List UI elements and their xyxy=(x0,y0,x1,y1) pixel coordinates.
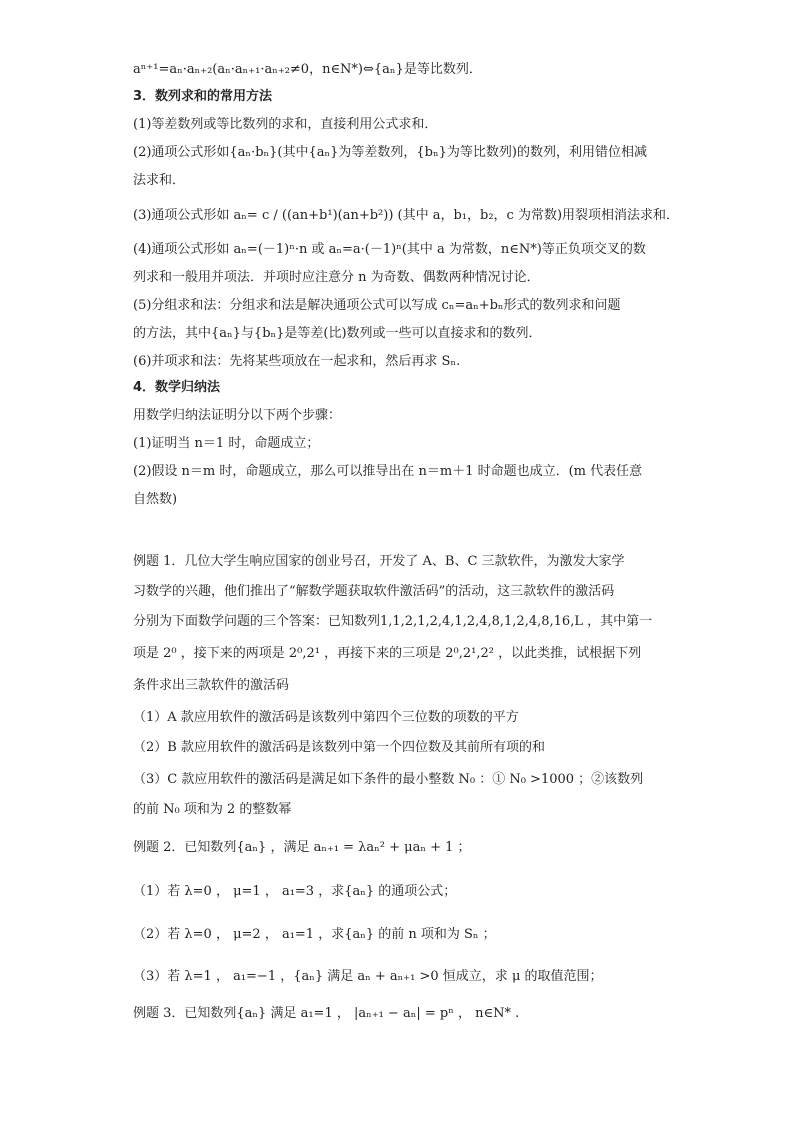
section-3-item: (1)等差数列或等比数列的求和，直接利用公式求和． xyxy=(133,117,438,132)
example-1-line: （1）A 款应用软件的激活码是该数列中第四个三位数的项数的平方 xyxy=(133,710,519,725)
section-3-item: (6)并项求和法：先将某些项放在一起求和，然后再求 Sₙ. xyxy=(133,354,461,369)
section-4-item: (2)假设 n＝m 时，命题成立，那么可以推导出在 n＝m＋1 时命题也成立．(m 代表任意 xyxy=(133,464,643,479)
section-3-item: (2)通项公式形如{aₙ·bₙ}(其中{aₙ}为等差数列，{bₙ}为等比数列)的数列，利用错位相减 xyxy=(133,145,647,160)
example-3-line: 例题 3．已知数列{aₙ} 满足 a₁=1 ， |aₙ₊₁ − aₙ| = pⁿ ， n∈N* . xyxy=(133,1006,520,1021)
example-1-line: （2）B 款应用软件的激活码是该数列中第一个四位数及其前所有项的和 xyxy=(133,740,545,755)
example-2-line: （1）若 λ=0 ， μ=1 ， a₁=3 ，求{aₙ} 的通项公式； xyxy=(133,884,457,899)
example-1-line: 的前 N₀ 项和为 2 的整数幂 xyxy=(133,802,292,817)
example-1-line: 例题 1．几位大学生响应国家的创业号召，开发了 A、B、C 三款软件，为激发大家学 xyxy=(133,554,625,569)
example-1-line: 习数学的兴趣，他们推出了“解数学题获取软件激活码”的活动，这三款软件的激活码 xyxy=(133,584,615,599)
section-4-heading: 4．数学归纳法 xyxy=(133,380,221,395)
example-2-line: （3）若 λ=1 ， a₁=−1 ，{aₙ} 满足 aₙ + aₙ₊₁ >0 恒成立，求 μ 的取值范围； xyxy=(133,969,603,984)
section-4-item: 自然数) xyxy=(133,492,178,507)
section-3-item: (4)通项公式形如 aₙ=(－1)ⁿ·n 或 aₙ=a·(－1)ⁿ(其中 a 为常数，n∈N*)等正负项交叉的数 xyxy=(133,242,646,257)
section-3-heading: 3．数列求和的常用方法 xyxy=(133,89,273,104)
section-3-item: (5)分组求和法：分组求和法是解决通项公式可以写成 cₙ=aₙ+bₙ形式的数列求和问题 xyxy=(133,298,621,313)
equal-ratio-criterion: aⁿ⁺¹=aₙ·aₙ₊₂(aₙ·aₙ₊₁·aₙ₊₂≠0，n∈N*)⇔{aₙ}是等比数列． xyxy=(133,62,482,77)
section-4-item: (1)证明当 n＝1 时，命题成立； xyxy=(133,436,320,451)
section-3-item: 法求和． xyxy=(133,173,186,188)
section-4-item: 用数学归纳法证明分以下两个步骤： xyxy=(133,408,342,423)
example-1-line: 项是 2⁰ ，接下来的两项是 2⁰,2¹ ，再接下来的三项是 2⁰,2¹,2² ，以此类推，试根据下列 xyxy=(133,646,642,661)
example-2-line: 例题 2．已知数列{aₙ} ，满足 aₙ₊₁ = λaₙ² + μaₙ + 1 ； xyxy=(133,840,471,855)
section-3-item: 列求和一般用并项法．并项时应注意分 n 为奇数、偶数两种情况讨论． xyxy=(133,270,540,285)
example-1-line: 分别为下面数学问题的三个答案：已知数列1,1,2,1,2,4,1,2,4,8,1,2,4,8,16,L ，其中第一 xyxy=(133,614,653,629)
section-3-item: (3)通项公式形如 aₙ= c / ((an+b¹)(an+b²)) (其中 a，b₁，b₂，c 为常数)用裂项相消法求和． xyxy=(133,208,680,223)
example-1-line: 条件求出三款软件的激活码 xyxy=(133,678,290,693)
example-1-line: （3）C 款应用软件的激活码是满足如下条件的最小整数 N₀ ：① N₀ >1000 ；②该数列 xyxy=(133,772,644,787)
section-3-item: 的方法，其中{aₙ}与{bₙ}是等差(比)数列或一些可以直接求和的数列． xyxy=(133,326,542,341)
example-2-line: （2）若 λ=0 ， μ=2 ， a₁=1 ，求{aₙ} 的前 n 项和为 Sₙ ； xyxy=(133,927,496,942)
